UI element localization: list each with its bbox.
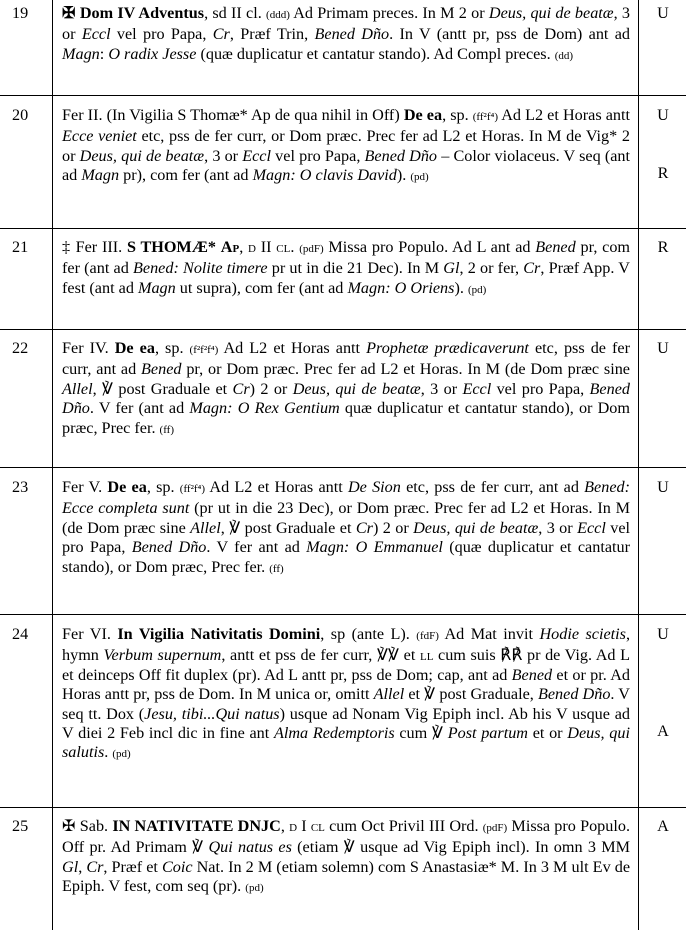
row-divider — [0, 95, 686, 96]
text-run: , 3 or — [62, 4, 630, 44]
text-run: Bened — [511, 665, 553, 684]
text-run: cum Oct Privil — [324, 817, 429, 835]
text-run: Cr — [232, 379, 250, 398]
text-run: Eccl — [462, 379, 492, 398]
rank-letter: R — [657, 238, 669, 256]
text-run: Bened — [535, 238, 576, 256]
text-run: ut supra), com fer (ant ad — [175, 278, 348, 297]
rank-letter: A — [657, 817, 669, 835]
text-run: (ff²f⁴) — [472, 111, 499, 123]
text-run: (ff²f⁴) — [179, 483, 206, 495]
text-run: ) usque ad Nonam Vig Epiph incl. Ab his V usque ad V diei 2 Feb incl dic in fine ant — [62, 704, 630, 743]
text-run: , — [239, 238, 249, 256]
text-run: , Præf App. V fest (ant ad — [62, 259, 630, 297]
text-run: Gl — [443, 259, 460, 278]
text-run: . V fer ant ad — [206, 538, 307, 557]
text-run: (pdF) — [299, 243, 324, 255]
text-run: (ddd) — [266, 9, 290, 21]
text-run: Ord. — [445, 817, 483, 835]
text-run: (quæ duplicatur et cantatur stando). Ad Compl preces. — [196, 44, 555, 63]
text-run: Deus, qui salutis — [62, 724, 630, 762]
text-run: (ff) — [269, 562, 284, 575]
text-run: Allel — [373, 685, 405, 704]
text-run: , sp (ante L). — [320, 625, 417, 643]
text-run: et ℣ post Graduale, — [404, 685, 538, 704]
text-run: cum ℣ — [394, 724, 448, 743]
text-run: , — [78, 857, 87, 876]
text-run: . V seq tt. Dox ( — [62, 685, 630, 723]
text-run: , 3 or — [420, 379, 463, 398]
text-run: Bened — [141, 360, 182, 379]
entry-text — [62, 817, 630, 899]
text-run: , sp. — [146, 478, 180, 496]
text-run: , — [280, 817, 290, 835]
text-run: Bened Dño — [62, 379, 630, 418]
text-run: De Sion — [347, 478, 401, 496]
text-run: , sp. — [442, 106, 473, 124]
text-run: (fdF) — [416, 630, 439, 642]
text-run: Cr — [523, 259, 541, 278]
text-run: ‡ Fer III. — [62, 238, 127, 256]
text-run: vel pro Papa, — [110, 25, 213, 44]
text-run: Magn: O Rex Gentium — [189, 399, 340, 418]
text-run: ✠ Sab. — [62, 817, 113, 835]
text-run: (ff) — [159, 423, 175, 436]
rank-letter: U — [657, 625, 669, 643]
row-divider — [0, 228, 686, 229]
text-run: : — [99, 44, 109, 63]
text-run: ✠ Dom IV Adventus — [62, 4, 205, 22]
text-run: (pd) — [245, 882, 264, 895]
text-run: Ad L2 et Horas antt — [218, 339, 367, 357]
entry-text — [62, 106, 630, 188]
table-right-rule — [638, 0, 639, 930]
text-run: d I cl — [289, 817, 325, 835]
entry-text — [62, 339, 630, 440]
text-run: Magn: O Oriens — [347, 278, 455, 297]
text-run: Bened: Ecce completa sunt — [62, 478, 630, 518]
rank-letter: A — [657, 722, 669, 740]
text-run: . — [290, 238, 300, 256]
text-run: Fer V. — [62, 478, 108, 496]
text-run: Allel — [190, 518, 221, 537]
text-run: , 3 or — [204, 146, 243, 165]
text-run: (pdF) — [482, 822, 508, 834]
text-run: Deus, qui de beatæ — [488, 4, 614, 22]
text-run: etc, pss de fer curr, ant ad — [400, 478, 585, 496]
text-run: Bened Dño — [314, 25, 390, 44]
text-run: Verbum supernum — [103, 646, 222, 665]
text-run: Prophetæ prædicaverunt — [366, 339, 529, 357]
text-run: Hodie scietis — [539, 625, 626, 643]
text-run: Bened: Nolite timere — [133, 259, 268, 278]
day-number: 21 — [12, 238, 29, 256]
text-run: etc, pss de fer curr, ant ad — [62, 339, 630, 379]
text-run: , hymn — [62, 625, 630, 665]
text-run: Nat. In 2 M (etiam solemn) com S Anastasiæ* M. In 3 M ult Ev de Epiph. V fest, com seq (pr). — [62, 857, 631, 896]
text-run: ). — [454, 278, 468, 297]
text-run: (dd) — [554, 49, 574, 62]
row-divider — [0, 614, 686, 615]
text-run: Ad L2 et Horas antt — [498, 106, 630, 124]
rank-letter: U — [657, 106, 669, 124]
text-run: Magn — [81, 166, 120, 185]
text-run: quæ duplicatur et cantatur stando), or Dom præc, Prec fer. — [62, 399, 630, 437]
text-run: , Præf et — [103, 857, 162, 876]
text-run: Missa pro Populo. Ad L ant ad — [323, 238, 536, 256]
row-divider — [0, 329, 686, 330]
text-run: Post partum — [447, 724, 528, 743]
day-number: 22 — [12, 339, 29, 357]
text-run: (pr ut in die 23 Dec), or Dom præc. Prec fer ad L2 et Horas. In M (de Dom præc sine — [62, 499, 630, 537]
text-run: Deus, qui de beatæ — [413, 518, 539, 537]
text-run: Fer IV. — [62, 339, 115, 357]
text-run: Ap — [220, 238, 240, 256]
text-run: , Præf Trin, — [229, 25, 315, 44]
table-left-rule — [52, 0, 53, 930]
day-number: 24 — [12, 625, 29, 643]
rank-letter: U — [657, 4, 669, 22]
text-run: Qui natus es — [208, 838, 292, 857]
text-run: d II cl — [248, 238, 291, 256]
text-run: Eccl — [577, 518, 606, 537]
text-run: ) 2 or — [249, 379, 293, 398]
text-run: vel pro Papa, — [271, 146, 365, 165]
text-run: (etiam ℣ usque ad Vig Epiph incl). In omn 3 MM — [291, 838, 630, 857]
text-run: Eccl — [242, 146, 271, 165]
text-run: , sd — [204, 4, 232, 22]
text-run: Coic — [161, 857, 193, 876]
text-run: Deus, qui de beatæ — [292, 379, 421, 398]
text-run: ll — [419, 646, 434, 665]
text-run: pr, or Dom præc. Prec fer ad L2 et Horas. In M (de Dom præc sine — [181, 360, 630, 379]
text-run: . In V (antt pr, pss de Dom) ant ad — [389, 25, 631, 44]
text-run: Cr — [355, 518, 373, 537]
text-run: Cr — [212, 25, 230, 44]
text-run: Bened Dño — [131, 538, 207, 557]
text-run: (f²f²f⁴) — [189, 344, 219, 356]
day-number: 19 — [12, 4, 29, 22]
day-number: 20 — [12, 106, 29, 124]
text-run: vel pro Papa, — [62, 518, 630, 557]
text-run: pr, com fer (ant ad — [62, 238, 631, 278]
text-run: Magn: O clavis David — [252, 166, 397, 185]
text-run: vel pro Papa, — [491, 379, 590, 398]
text-run: O radix Jesse — [108, 44, 197, 63]
text-run: , sp. — [154, 339, 190, 357]
text-run: II — [231, 4, 242, 22]
text-run: , 2 or fer, — [459, 259, 524, 278]
text-run: Magn: O Emmanuel — [306, 538, 443, 557]
text-run: , 3 or — [538, 518, 578, 537]
text-run: et or — [528, 724, 568, 743]
text-run: Allel — [62, 379, 93, 398]
text-run: (quæ duplicatur et cantatur stando), or Dom præc, Prec fer. — [62, 538, 631, 576]
text-run: Alma Redemptoris — [273, 724, 395, 743]
text-run: Jesu, tibi...Qui natus — [144, 704, 280, 723]
text-run: Fer II. (In Vigilia S Thomæ* Ap de qua nihil in Off) — [62, 106, 404, 124]
text-run: Bened Dño — [537, 685, 611, 704]
rank-letter: U — [657, 478, 669, 496]
entry-text — [62, 238, 630, 300]
text-run: (pd) — [410, 171, 429, 184]
rank-letter: R — [657, 164, 669, 183]
text-run: Missa pro Populo. Off pr. Ad Primam ℣ — [62, 817, 631, 857]
row-divider — [0, 807, 686, 808]
text-run: De ea — [114, 339, 155, 357]
text-run: ) 2 or — [372, 518, 414, 537]
text-run: (pd) — [467, 283, 487, 296]
text-run: In Vigilia Nativitatis Domini — [117, 625, 321, 643]
text-run: Fer VI. — [62, 625, 118, 643]
text-run: De ea — [107, 478, 147, 496]
text-run: IN NATIVITATE DNJC — [112, 817, 281, 835]
rank-letter: U — [657, 339, 669, 357]
text-run: cum suis ℟℟ pr de Vig. Ad L et deinceps Off fit duplex (pr). Ad L antt pr, pss de Dom; cap, ant ad — [62, 646, 630, 684]
text-run: , ℣ post Graduale et — [220, 518, 356, 537]
text-run: , ℣ post Graduale et — [92, 379, 233, 398]
text-run: Ecce veniet — [62, 127, 137, 146]
text-run: De ea — [403, 106, 443, 124]
day-number: 25 — [12, 817, 29, 835]
text-run: . V fer (ant ad — [89, 399, 190, 418]
text-run: Bened Dño — [364, 146, 438, 165]
text-run: etc, pss de fer curr, or Dom præc. Prec fer ad L2 et Horas. In M de Vig* 2 or — [62, 127, 630, 165]
text-run: – Color violaceus. V seq (ant ad — [62, 146, 631, 185]
text-run: ). — [396, 166, 411, 185]
day-number: 23 — [12, 478, 29, 496]
entry-text — [62, 625, 630, 765]
entry-text — [62, 4, 630, 66]
text-run: Ad Primam preces. In M 2 or — [289, 4, 489, 22]
text-run: pr), com fer (ant ad — [119, 166, 253, 185]
row-divider — [0, 467, 686, 468]
text-run: Cr — [86, 857, 104, 876]
text-run: (pd) — [112, 748, 131, 761]
text-run: S THOMÆ* — [126, 238, 221, 256]
text-run: Magn — [62, 44, 100, 63]
text-run: Deus, qui de beatæ — [79, 146, 205, 165]
text-run: Eccl — [81, 25, 111, 44]
text-run: Magn — [137, 278, 176, 297]
text-run: cl. — [241, 4, 267, 22]
text-run: . — [104, 743, 113, 762]
text-run: , antt et pss de fer curr, ℣℣ et — [221, 646, 420, 665]
entry-text — [62, 478, 630, 579]
text-run: III — [428, 817, 446, 835]
text-run: Ad L2 et Horas antt — [205, 478, 348, 496]
text-run: et or pr. Ad Horas antt pr, pss de Dom. In M unica or, omitt — [62, 665, 630, 704]
text-run: Ad Mat invit — [438, 625, 540, 643]
text-run: Gl — [62, 857, 79, 876]
text-run: pr ut in die 21 Dec). In M — [267, 259, 444, 278]
